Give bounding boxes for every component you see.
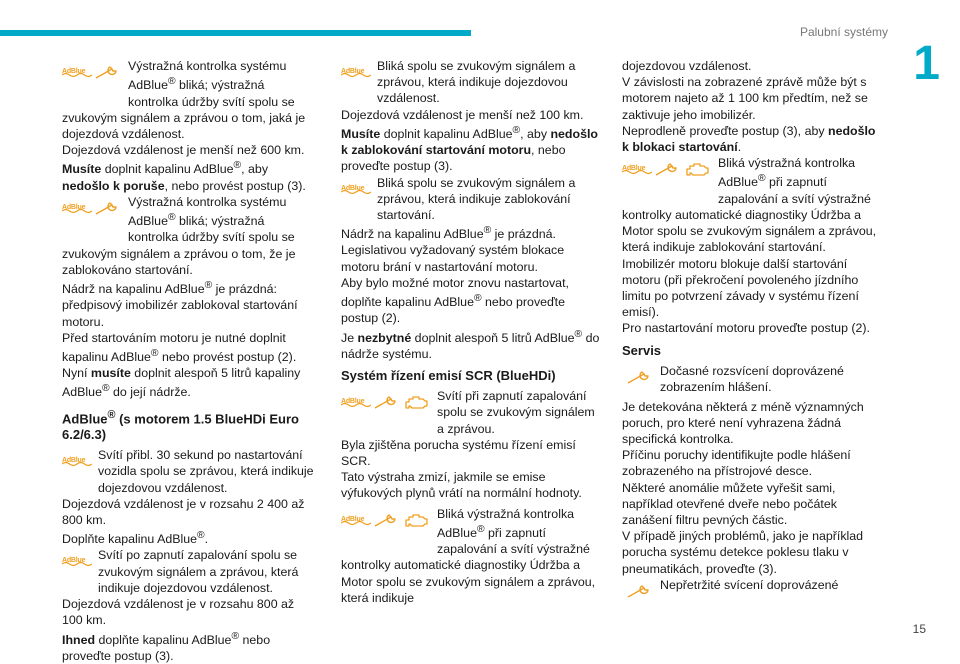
adblue-icon: AdBlue [62, 200, 92, 214]
wrench-icon [373, 512, 399, 528]
warning-entry: Dočasné rozsvícení doprovázené zobrazením hlášení. [622, 363, 884, 399]
warning-entry: AdBlue Výstražná kontrolka systému AdBlue® bliká; výstražná kontrolka údržby svítí spolu se zvukovým signálem a zprávou o tom, že je zablokováno startování. [62, 194, 296, 277]
column-right: dojezdovou vzdálenost. V závislosti na zobrazené zprávě může být s motorem najeto až 1 100 km předtím, než se zaktivuje jeho imobilizér. Neprodleně proveďte postup (3), aby nedošlo k blokaci startování. AdBlue Bliká výstražná kontrolka AdBlue® při zapnutí zapalování a svítí výstražné kontrolky automatické diagnostiky Údržba a Motor spolu se zvukovým signálem a zprávou, která indikuje zablokování startování. Imobilizér motoru blokuje další startování motoru (při překročení povoleného jízdního limitu po potvrzení závady v systému řízení emisí). Pro nastartování motoru proveďte postup (2). Servis Dočasné rozsvícení doprovázené zobrazením hlášení. Je detekována některá z méně významných poruch, pro které není vyhrazena žádná specifická kontrolka. Příčinu poruchy identifikujte podle hlášení zobrazeného na přístrojové desce. Některé anomálie můžete vyřešit sami, například otevřené dveře nebo počátek zanášení filtru pevných částic. V případě jiných problémů, jako je například porucha systému detekce poklesu tlaku v pneumatikách, proveďte (3). Nepřetržité svícení doprovázené [622, 58, 884, 613]
wrench-icon [94, 64, 120, 80]
section-heading: AdBlue® (s motorem 1.5 BlueHDi Euro 6.2/6.3) [62, 408, 299, 443]
warning-icons [62, 194, 124, 230]
adblue-icon: AdBlue [62, 64, 92, 78]
adblue-icon: AdBlue [341, 394, 371, 408]
engine-icon [684, 161, 710, 177]
warning-entry: AdBlue Bliká výstražná kontrolka AdBlue® při zapnutí zapalování a svítí výstražné kontrolky automatické diagnostiky Údržba a Motor spolu se zvukovým signálem a zprávou, která indikuje zablokování startování. [622, 156, 877, 255]
adblue-icon: AdBlue [341, 64, 371, 78]
warning-icons [622, 155, 714, 191]
section-heading: Systém řízení emisí SCR (BlueHDi) [341, 368, 556, 384]
warning-icons [341, 506, 433, 542]
chapter-number: 1 [913, 37, 940, 90]
wrench-icon [654, 161, 680, 177]
engine-icon [403, 394, 429, 410]
warning-icons [622, 577, 656, 613]
warning-entry: AdBlue Svítí po zapnutí zapalování spolu se zvukovým signálem a zprávou, která indikuje dojezdovou vzdálenost. [62, 548, 299, 595]
wrench-icon [94, 200, 120, 216]
warning-entry: AdBlue Bliká spolu se zvukovým signálem a zprávou, která indikuje dojezdovou vzdálenost. [341, 59, 576, 106]
warning-icons [62, 547, 94, 583]
page-header-title: Palubní systémy [799, 25, 888, 39]
warning-entry: AdBlue Výstražná kontrolka systému AdBlue® bliká; výstražná kontrolka údržby svítí spolu se zvukovým signálem a zprávou o tom, jaká je dojezdová vzdálenost. [62, 59, 306, 141]
warning-entry: Nepřetržité svícení doprovázené [622, 577, 884, 613]
wrench-icon [373, 394, 399, 410]
adblue-icon: AdBlue [62, 453, 92, 467]
column-left: AdBlue Výstražná kontrolka systému AdBlue® bliká; výstražná kontrolka údržby svítí spolu se zvukovým signálem a zprávou o tom, jaká je dojezdová vzdálenost. Dojezdová vzdálenost je menší než 600 km. Musíte doplnit kapalinu AdBlue®, aby nedošlo k poruše, nebo provést postup (3). AdBlue Výstražná kontrolka systému AdBlue® bliká; výstražná kontrolka údržby svítí spolu se zvukovým signálem a zprávou o tom, že je zablokováno startování. Nádrž na kapalinu AdBlue® je prázdná: předpisový imobilizér zablokoval startování motoru. Před startováním motoru je nutné doplnit kapalinu AdBlue® nebo provést postup (2). Nyní musíte doplnit alespoň 5 litrů kapaliny AdBlue® do její nádrže. AdBlue® (s motorem 1.5 BlueHDi Euro 6.2/6.3) AdBlue Svítí přibl. 30 sekund po nastartování vozidla spolu se zprávou, která indikuje dojezdovou vzdálenost. Dojezdová vzdálenost je v rozsahu 2 400 až 800 km. Doplňte kapalinu AdBlue®. AdBlue Svítí po zapnutí zapalování spolu se zvukovým signálem a zprávou, která indikuje dojezdovou vzdálenost. Dojezdová vzdálenost je v rozsahu 800 až 100 km. Ihned doplňte kapalinu AdBlue® nebo proveďte postup (3). [62, 58, 318, 664]
column-middle: AdBlue Bliká spolu se zvukovým signálem a zprávou, která indikuje dojezdovou vzdálenost. Dojezdová vzdálenost je menší než 100 km. Musíte doplnit kapalinu AdBlue®, aby nedošlo k zablokování startování motoru, nebo proveďte postup (3). AdBlue Bliká spolu se zvukovým signálem a zprávou, která indikuje zablokování startování. Nádrž na kapalinu AdBlue® je prázdná. Legislativou vyžadovaný systém blokace motoru brání v nastartování motoru. Aby bylo možné motor znovu nastartovat, doplňte kapalinu AdBlue® nebo proveďte postup (2). Je nezbytné doplnit alespoň 5 litrů AdBlue® do nádrže systému. Systém řízení emisí SCR (BlueHDi) AdBlue Svítí při zapnutí zapalování spolu se zvukovým signálem a zprávou. Byla zjištěna porucha systému řízení emisí SCR. Tato výstraha zmizí, jakmile se emise výfukových plynů vrátí na normální hodnoty. AdBlue Bliká výstražná kontrolka AdBlue® při zapnutí zapalování a svítí výstražné kontrolky automatické diagnostiky Údržba a Motor spolu se zvukovým signálem a zprávou, která indikuje [341, 58, 603, 606]
adblue-icon: AdBlue [341, 181, 371, 195]
warning-icons [62, 447, 94, 483]
header-accent-bar [0, 30, 471, 36]
warning-entry: AdBlue Bliká výstražná kontrolka AdBlue® při zapnutí zapalování a svítí výstražné kontrolky automatické diagnostiky Údržba a Motor spolu se zvukovým signálem a zprávou, která indikuje [341, 506, 596, 605]
section-heading: Servis [622, 342, 662, 358]
wrench-icon [626, 369, 652, 385]
adblue-icon: AdBlue [341, 512, 371, 526]
warning-entry: AdBlue Svítí přibl. 30 sekund po nastartování vozidla spolu se zprávou, která indikuje dojezdovou vzdálenost. [62, 448, 314, 495]
warning-icons [62, 58, 124, 94]
adblue-icon: AdBlue [62, 553, 92, 567]
page-number: 15 [912, 622, 926, 636]
warning-icons [341, 388, 433, 424]
warning-icons [622, 363, 656, 399]
wrench-icon [626, 583, 652, 599]
warning-icons [341, 175, 373, 211]
warning-entry: AdBlue Bliká spolu se zvukovým signálem a zprávou, která indikuje zablokování startování. [341, 175, 576, 222]
engine-icon [403, 512, 429, 528]
warning-icons [341, 58, 373, 94]
adblue-icon: AdBlue [622, 161, 652, 175]
warning-entry: AdBlue Svítí při zapnutí zapalování spolu se zvukovým signálem a zprávou. [341, 389, 595, 436]
